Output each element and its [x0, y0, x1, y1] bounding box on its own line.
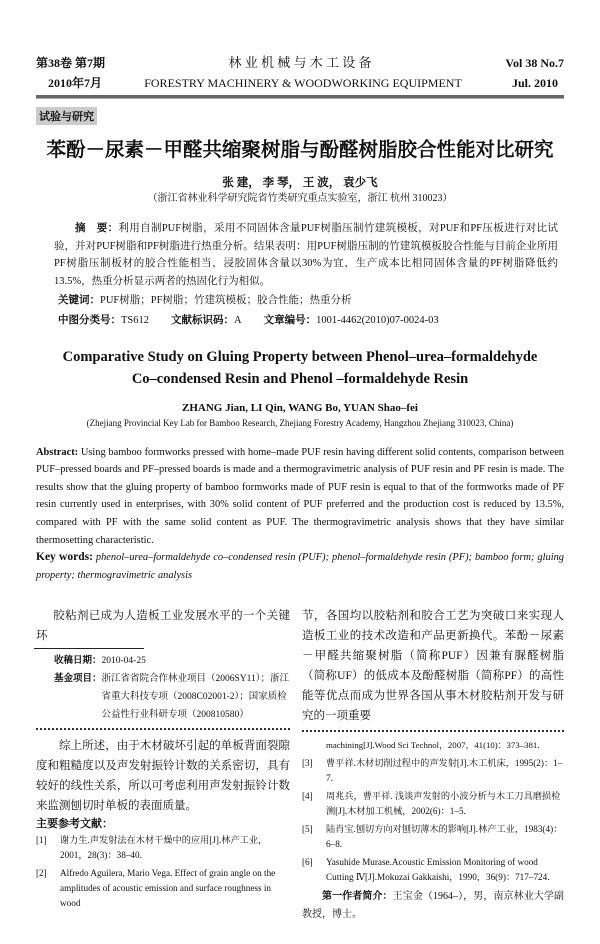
left-column — [36, 606, 290, 924]
header-row-1 — [36, 52, 564, 71]
ref-text: 周兆兵，曹平祥. 浅谈声发射的小波分析与木工刀具磨损检测[J].木材加工机械，2002(6)：1–5. — [326, 791, 561, 817]
reference-item — [36, 866, 290, 911]
ref-number: [2] — [36, 868, 47, 879]
authors-en: ZHANG Jian, LI Qin, WANG Bo, YUAN Shao–fei — [182, 401, 418, 414]
ref-text: 曹平祥.木材切削过程中的声发射[J].木工机床，1995(2)：1–7. — [326, 758, 563, 784]
keywords-cn — [58, 292, 558, 310]
issue-date-en: Jul. 2010 — [511, 76, 558, 90]
doc-code-value: A — [234, 314, 242, 326]
ref-number: [3] — [302, 758, 313, 769]
left-intro: 胶粘剂已成为人造板工业发展水平的一个关键环 — [36, 610, 290, 643]
section-tag: 试验与研究 — [36, 107, 97, 125]
header-row-2 — [36, 74, 564, 91]
ref-number: [1] — [36, 835, 47, 846]
class-value: TS612 — [121, 314, 150, 326]
title-en-line2: Co–condensed Resin and Phenol –formaldehyde Resin — [131, 370, 469, 387]
left-top — [36, 606, 290, 724]
ref-text: 陆肖宝.刨切方向对刨切薄木的影响[J].林产工业，1983(4)：6–8. — [326, 824, 563, 850]
right-column — [302, 606, 564, 924]
journal-name-cn: 林 业 机 械 与 木 工 设 备 — [228, 55, 372, 70]
received-date — [36, 652, 290, 670]
issue-date-cn: 2010年7月 — [48, 76, 103, 90]
ref-number: [6] — [302, 857, 313, 868]
affiliation-en: (Zhejiang Provincial Key Lab for Bamboo Research, Zhejiang Forestry Academy, Hangzhou Zhejiang 310023, China) — [86, 417, 514, 428]
received-label: 收稿日期： — [54, 656, 102, 667]
ref-number: [5] — [302, 824, 313, 835]
abstract-cn-text: 利用自制PUF树脂，采用不同固体含量PUF树脂压制竹建筑模板，对PUF和PF压板进行对比试验，并对PUF树脂和PF树脂进行热重分析。结果表明：用PUF树脂压制的竹建筑模板胶合性能与目前企业所用PF树脂压制板材的胶合性能相当，浸胶固体含量以30%为宜，生产成本比相同固体含量的PF树脂降低约13.5%，热重分析显示两者的热固化行为相似。 — [54, 223, 558, 287]
keywords-cn-text: PUF树脂；PF树脂；竹建筑模板；胶合性能；热重分析 — [100, 295, 352, 307]
bio-label: 第一作者简介： — [322, 891, 393, 903]
author-bio — [302, 888, 564, 924]
doc-code-label: 文献标识码： — [171, 314, 235, 326]
keywords-cn-label: 关键词： — [58, 295, 100, 307]
abstract-cn — [54, 220, 558, 290]
right-body: 节，各国均以胶粘剂和胶合工艺为突破口来实现人造板工业的技术改造和产品更新换代。苯酚－尿素－甲醛共缩聚树脂（简称PUF）因兼有脲醛树脂（简称UF）的低成本及酚醛树脂（简称PF）的高性能等优点而成为世界各国从事木材胶粘剂开发与研究的一项重要 — [302, 610, 564, 723]
article-no-value: 1001-4462(2010)07-0024-03 — [316, 314, 439, 326]
left-body: 综上所述，由于木材破坏引起的单板背面裂隙度和粗糙度以及声发射振铃计数的关系密切，具有较好的线性关系，所以可考虑利用声发射振铃计数来监测刨切时单板的表面质量。 — [36, 740, 290, 813]
reference-item — [302, 789, 564, 819]
body-columns — [36, 606, 564, 924]
title-cn: 苯酚－尿素－甲醛共缩聚树脂与酚醛树脂胶合性能对比研究 — [46, 138, 554, 161]
dotted-divider-right — [302, 730, 564, 732]
dotted-divider-left — [36, 728, 290, 730]
reference-item — [36, 833, 290, 863]
authors-cn: 张 建， 李 琴， 王 波， 袁少飞 — [222, 177, 378, 189]
title-en — [36, 346, 564, 390]
header-rule — [36, 95, 564, 99]
received-value: 2010-04-25 — [101, 656, 146, 667]
abstract-en-text: Using bamboo formworks pressed with home–made PUF resin having different solid contents, comparison between PUF–pressed boards and PF–pressed boards is made and a thermogravimetric analysis of PUF resin and PF resin is made. The results show that the gluing property of bamboo formworks made of PUF resin is equal to that of the formworks made of PF resin currently used in enterprises, with 30% solid content of PUF preferred and the production cost is reduced by 13.5%, compared with PF with the same solid content as PUF. The thermogravimetric analysis shows that they have similar thermosetting characteristic. — [36, 446, 564, 546]
abstract-en — [36, 444, 564, 585]
bio-text: 王宝金（1964–），男，南京林业大学副教授，博士。 — [302, 891, 565, 921]
affiliation-cn: （浙江省林业科学研究院省竹类研究重点实验室，浙江 杭州 310023） — [147, 193, 453, 204]
abstract-en-label: Abstract: — [36, 446, 79, 458]
reference-item — [302, 822, 564, 852]
reference-item — [302, 756, 564, 786]
title-en-line1: Comparative Study on Gluing Property between Phenol–urea–formaldehyde — [62, 348, 538, 365]
footnote-rule — [34, 648, 144, 649]
ref-continuation: machining[J].Wood Sci Technol，2007，41(10)：373–381. — [326, 740, 540, 751]
ref-text: Alfredo Aguilera, Mario Vega. Effect of grain angle on the amplitudes of acoustic emission and surface roughness in wood — [60, 868, 276, 909]
ref-text: Yasuhide Murase.Acoustic Emission Monitoring of wood Cutting Ⅳ[J].Mokuzai Gakkaishi，1990，36(9)：717–724. — [326, 857, 550, 883]
volume-issue: 第38卷 第7期 — [36, 56, 106, 70]
right-top — [302, 606, 564, 726]
article-no-label: 文章编号： — [263, 314, 317, 326]
fund-value: 浙江省省院合作林业项目（2006SY11）；浙江省重大科技专项（2008C02001-2）；国家质检公益性行业科研专项（200810580） — [101, 674, 290, 721]
refs-heading: 主要参考文献： — [36, 818, 113, 831]
journal-name-en: FORESTRY MACHINERY & WOODWORKING EQUIPMENT — [144, 76, 462, 90]
classification-line — [58, 312, 558, 330]
keywords-en-text: phenol–urea–formaldehyde co–condensed resin (PUF); phenol–formaldehyde resin (PF); bamboo form; gluing property; thermogravimetric analysis — [36, 552, 564, 581]
fund-projects — [36, 670, 290, 724]
keywords-en-label: Key words: — [36, 551, 93, 564]
reference-item — [302, 855, 564, 885]
fund-label: 基金项目： — [54, 674, 102, 685]
ref-number: [4] — [302, 791, 313, 802]
class-label: 中图分类号： — [58, 314, 121, 326]
volume-en: Vol 38 No.7 — [505, 56, 564, 70]
abstract-cn-label: 摘 要： — [75, 223, 119, 234]
ref-text: 谢力生.声发射法在木材干燥中的应用[J].林产工业，2001，28(3)：38–40. — [60, 835, 268, 861]
